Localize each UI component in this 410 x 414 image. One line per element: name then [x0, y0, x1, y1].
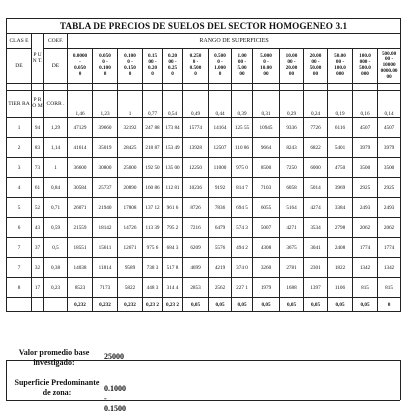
coef-cell: 0,14 [378, 91, 401, 118]
punt-cell: 83 [32, 138, 44, 158]
price-cell: 3041 [304, 238, 328, 258]
price-cell: 7173 [93, 278, 118, 298]
price-cell: 448 3 [143, 278, 163, 298]
price-cell: 6055 [253, 198, 280, 218]
coef-cell: 1 [118, 91, 143, 118]
price-cell: 153 49 [163, 138, 183, 158]
price-table [6, 18, 401, 312]
price-cell: 4750 [328, 158, 353, 178]
footer-cell: 0,232 [68, 298, 93, 312]
price-cell: 30584 [68, 178, 93, 198]
coef-cell: 0,31 [253, 91, 280, 118]
coef-cell: 1,14 [44, 138, 68, 158]
table-row [7, 258, 401, 278]
price-cell: 3534 [304, 218, 328, 238]
price-cell: 6822 [304, 138, 328, 158]
price-cell: 9192 [209, 178, 232, 198]
price-cell: 7103 [253, 178, 280, 198]
price-cell: 35019 [93, 138, 118, 158]
coef-cell: 0,5 [44, 238, 68, 258]
clase-cell: 1 [7, 118, 32, 138]
coef-cell: 0,54 [163, 91, 183, 118]
range-header-cell: 20.00 00 - 50.00 00 [304, 49, 328, 84]
price-cell: 374 0 [232, 258, 253, 278]
punt-cell: 17 [32, 278, 44, 298]
coef-cell: 0,59 [44, 218, 68, 238]
price-cell: 13928 [183, 138, 209, 158]
table-row [7, 118, 401, 138]
price-cell: 815 [378, 278, 401, 298]
coef-cell: 0,38 [44, 258, 68, 278]
price-cell: 1342 [353, 258, 378, 278]
price-cell: 7836 [209, 198, 232, 218]
footer-cell: 0,05 [328, 298, 353, 312]
footer-cell: 0,23 2 [143, 298, 163, 312]
price-cell: 125 55 [232, 118, 253, 138]
coef-cell: 0,24 [304, 91, 328, 118]
price-cell: 7250 [280, 158, 304, 178]
price-cell: 6116 [328, 118, 353, 138]
price-cell: 314 4 [163, 278, 183, 298]
price-cell: 1688 [280, 278, 304, 298]
range-header-cell: 0.20 00 - 0.25 0 [163, 49, 183, 84]
coef-cell: 0,84 [44, 178, 68, 198]
price-cell: 795 2 [163, 218, 183, 238]
price-cell: 5164 [280, 198, 304, 218]
price-cell: 3500 [353, 158, 378, 178]
price-cell: 2062 [378, 218, 401, 238]
price-cell: 25000 [118, 158, 143, 178]
price-cell: 25737 [93, 178, 118, 198]
price-cell: 247 88 [143, 118, 163, 138]
price-cell: 11814 [93, 258, 118, 278]
price-cell: 3979 [378, 138, 401, 158]
footer-left-rule [6, 360, 7, 400]
price-cell: 8500 [253, 158, 280, 178]
punt-cell: 52 [32, 198, 44, 218]
punt-cell: 32 [32, 258, 44, 278]
price-cell: 137 12 [143, 198, 163, 218]
price-cell: 14726 [118, 218, 143, 238]
superficie-value: 0.1000 - 0.1500 [104, 384, 126, 413]
coef-cell: 0,44 [209, 91, 232, 118]
price-cell: 815 [353, 278, 378, 298]
price-cell: 4507 [378, 118, 401, 138]
price-cell: 12507 [209, 138, 232, 158]
price-cell: 1822 [328, 258, 353, 278]
footer-cell: 0,23 2 [163, 298, 183, 312]
range-header-cell: 0.500 0 - 1.000 0 [209, 49, 232, 84]
price-cell: 2062 [353, 218, 378, 238]
price-cell: 694 5 [232, 198, 253, 218]
coef-de-label: DE [44, 49, 68, 84]
price-cell: 1397 [304, 278, 328, 298]
footer-cell: 0,05 [253, 298, 280, 312]
table-row [7, 178, 401, 198]
price-cell: 39660 [93, 118, 118, 138]
coef-header: COEF. [44, 34, 68, 49]
table-row [7, 158, 401, 178]
price-cell: 684 3 [163, 238, 183, 258]
footer-cell: 0,05 [183, 298, 209, 312]
valor-promedio-label: Valor promedio base investigado: [18, 348, 90, 367]
superficie-label: Superficie Predominante de zona: [14, 378, 100, 397]
corr-label: CORR . [44, 91, 68, 118]
range-header-cell: 0.100 0 - 0.150 0 [118, 49, 143, 84]
price-cell: 6479 [209, 218, 232, 238]
footer-cell: 0,232 [118, 298, 143, 312]
clase-cell: 4 [7, 178, 32, 198]
price-cell: 36600 [68, 158, 93, 178]
footer-cell: 0,05 [304, 298, 328, 312]
price-cell: 3675 [280, 238, 304, 258]
price-cell: 5007 [253, 218, 280, 238]
table-row [7, 278, 401, 298]
table-title: TABLA DE PRECIOS DE SUELOS DEL SECTOR HOMOGENEO 3.1 [7, 19, 401, 34]
price-cell: 1979 [253, 278, 280, 298]
footer-cell: 0,05 [232, 298, 253, 312]
clase-header: CLAS E [7, 34, 32, 49]
price-cell: 1342 [378, 258, 401, 278]
punt-cell: 43 [32, 218, 44, 238]
price-cell: 2925 [378, 178, 401, 198]
price-cell: 32192 [118, 118, 143, 138]
price-cell: 15611 [93, 238, 118, 258]
table-row [7, 218, 401, 238]
price-cell: 11000 [209, 158, 232, 178]
clase-cell: 6 [7, 218, 32, 238]
clase-cell: 5 [7, 198, 32, 218]
clase-cell: 7 [7, 258, 32, 278]
price-cell: 5822 [118, 278, 143, 298]
price-cell: 6058 [280, 178, 304, 198]
coef-cell: 0,39 [232, 91, 253, 118]
price-cell: 494 2 [232, 238, 253, 258]
price-cell: 20890 [118, 178, 143, 198]
footer-cell: 0,05 [353, 298, 378, 312]
range-header-cell: 0.050 0 - 0.100 0 [93, 49, 118, 84]
coef-cell: 0,23 [44, 278, 68, 298]
range-header-cell: 500.00 00 - 10000 0000.00 00 [378, 49, 401, 84]
price-cell: 3979 [353, 138, 378, 158]
price-cell: 8243 [280, 138, 304, 158]
price-cell: 3969 [328, 178, 353, 198]
coef-cell: 0,71 [44, 198, 68, 218]
tierra-label: TIER RA [7, 91, 32, 118]
clase-de-label: DE [7, 49, 32, 84]
footer-bottom-rule [6, 400, 400, 401]
price-cell: 814 7 [232, 178, 253, 198]
price-cell: 4219 [209, 258, 232, 278]
coef-cell: 0,16 [353, 91, 378, 118]
price-cell: 173 84 [163, 118, 183, 138]
punt-cell: 61 [32, 178, 44, 198]
footer-cell: 0,05 [209, 298, 232, 312]
price-cell: 9336 [280, 118, 304, 138]
rango-header: RANGO DE SUPERFICIES [68, 34, 401, 49]
price-cell: 6000 [304, 158, 328, 178]
coef-cell: 0,29 [280, 91, 304, 118]
price-cell: 6209 [183, 238, 209, 258]
price-cell: 2493 [378, 198, 401, 218]
price-cell: 21940 [93, 198, 118, 218]
price-cell: 1774 [378, 238, 401, 258]
coef-cell: 1,23 [93, 91, 118, 118]
price-cell: 113 39 [143, 218, 163, 238]
price-cell: 10945 [253, 118, 280, 138]
price-cell: 14038 [68, 258, 93, 278]
price-cell: 14164 [209, 118, 232, 138]
price-cell: 28425 [118, 138, 143, 158]
price-cell: 10236 [183, 178, 209, 198]
range-header-cell: 100.0 000 - 500.0 000 [353, 49, 378, 84]
price-cell: 5014 [304, 178, 328, 198]
price-cell: 3384 [328, 198, 353, 218]
price-cell: 4507 [353, 118, 378, 138]
clase-cell: 8 [7, 278, 32, 298]
prom-label: P R O M [32, 91, 44, 118]
price-cell: 4271 [280, 218, 304, 238]
price-cell: 21559 [68, 218, 93, 238]
coef-cell: 1 [44, 158, 68, 178]
range-header-cell: 10.00 00 - 20.00 00 [280, 49, 304, 84]
price-cell: 218 87 [143, 138, 163, 158]
footer-cell: 0,05 [280, 298, 304, 312]
footer-right-rule [400, 360, 401, 400]
price-cell: 26071 [68, 198, 93, 218]
footer-cell: 0,232 [93, 298, 118, 312]
price-cell: 7726 [304, 118, 328, 138]
table-row [7, 198, 401, 218]
range-header-cell: 1.00 00 - 5.00 00 [232, 49, 253, 84]
clase-cell: 7 [7, 238, 32, 258]
range-header-cell: 0.250 0 - 0.500 0 [183, 49, 209, 84]
price-cell: 160 86 [143, 178, 163, 198]
price-cell: 192 50 [143, 158, 163, 178]
price-cell: 3500 [378, 158, 401, 178]
price-cell: 4308 [253, 238, 280, 258]
punt-cell: 73 [32, 158, 44, 178]
coef-cell: 1,46 [68, 91, 93, 118]
price-cell: 18142 [93, 218, 118, 238]
price-cell: 17808 [118, 198, 143, 218]
coef-cell: 0,77 [143, 91, 163, 118]
price-cell: 2562 [209, 278, 232, 298]
table-row [7, 138, 401, 158]
price-cell: 738 3 [143, 258, 163, 278]
price-cell: 112 81 [163, 178, 183, 198]
price-cell: 7216 [183, 218, 209, 238]
price-cell: 1774 [353, 238, 378, 258]
price-cell: 9589 [118, 258, 143, 278]
punt-cell: 94 [32, 118, 44, 138]
price-cell: 5576 [209, 238, 232, 258]
price-cell: 12250 [183, 158, 209, 178]
price-cell: 3260 [253, 258, 280, 278]
price-cell: 18551 [68, 238, 93, 258]
footer-row [7, 298, 401, 312]
price-cell: 110 86 [232, 138, 253, 158]
punt-header: P U N T. [32, 34, 44, 84]
footer-empty-cell [44, 298, 68, 312]
price-cell: 975 0 [232, 158, 253, 178]
price-cell: 41614 [68, 138, 93, 158]
price-cell: 9664 [253, 138, 280, 158]
footer-cell: 0 [378, 298, 401, 312]
clase-cell: 3 [7, 158, 32, 178]
range-header-cell: 0.15 00 - 0.20 0 [143, 49, 163, 84]
price-cell: 961 6 [163, 198, 183, 218]
price-cell: 2925 [353, 178, 378, 198]
price-cell: 4274 [304, 198, 328, 218]
price-cell: 12671 [118, 238, 143, 258]
range-header-cell: 5.000 0 - 10.00 00 [253, 49, 280, 84]
price-cell: 2853 [183, 278, 209, 298]
price-cell: 2301 [304, 258, 328, 278]
price-cell: 227 1 [232, 278, 253, 298]
price-cell: 8523 [68, 278, 93, 298]
price-cell: 517 8 [163, 258, 183, 278]
price-cell: 135 00 [163, 158, 183, 178]
price-cell: 2408 [328, 238, 353, 258]
footer-empty-cell [32, 298, 44, 312]
range-header-cell: 50.00 00 - 100.0 000 [328, 49, 353, 84]
price-cell: 15774 [183, 118, 209, 138]
coef-cell: 1,29 [44, 118, 68, 138]
price-cell: 975 6 [143, 238, 163, 258]
footer-empty-cell [7, 298, 32, 312]
price-cell: 2493 [353, 198, 378, 218]
price-cell: 2798 [328, 218, 353, 238]
price-cell: 574 3 [232, 218, 253, 238]
range-header-cell: 0.0000 - 0.050 0 [68, 49, 93, 84]
price-cell: 4699 [183, 258, 209, 278]
price-cell: 2781 [280, 258, 304, 278]
price-cell: 30800 [93, 158, 118, 178]
coef-cell: 0,49 [183, 91, 209, 118]
price-cell: 47129 [68, 118, 93, 138]
coef-cell: 0,19 [328, 91, 353, 118]
punt-cell: 37 [32, 238, 44, 258]
price-cell: 8726 [183, 198, 209, 218]
valor-promedio-value: 25000 [104, 352, 124, 361]
table-row [7, 238, 401, 258]
clase-cell: 2 [7, 138, 32, 158]
price-cell: 1106 [328, 278, 353, 298]
price-cell: 5401 [328, 138, 353, 158]
